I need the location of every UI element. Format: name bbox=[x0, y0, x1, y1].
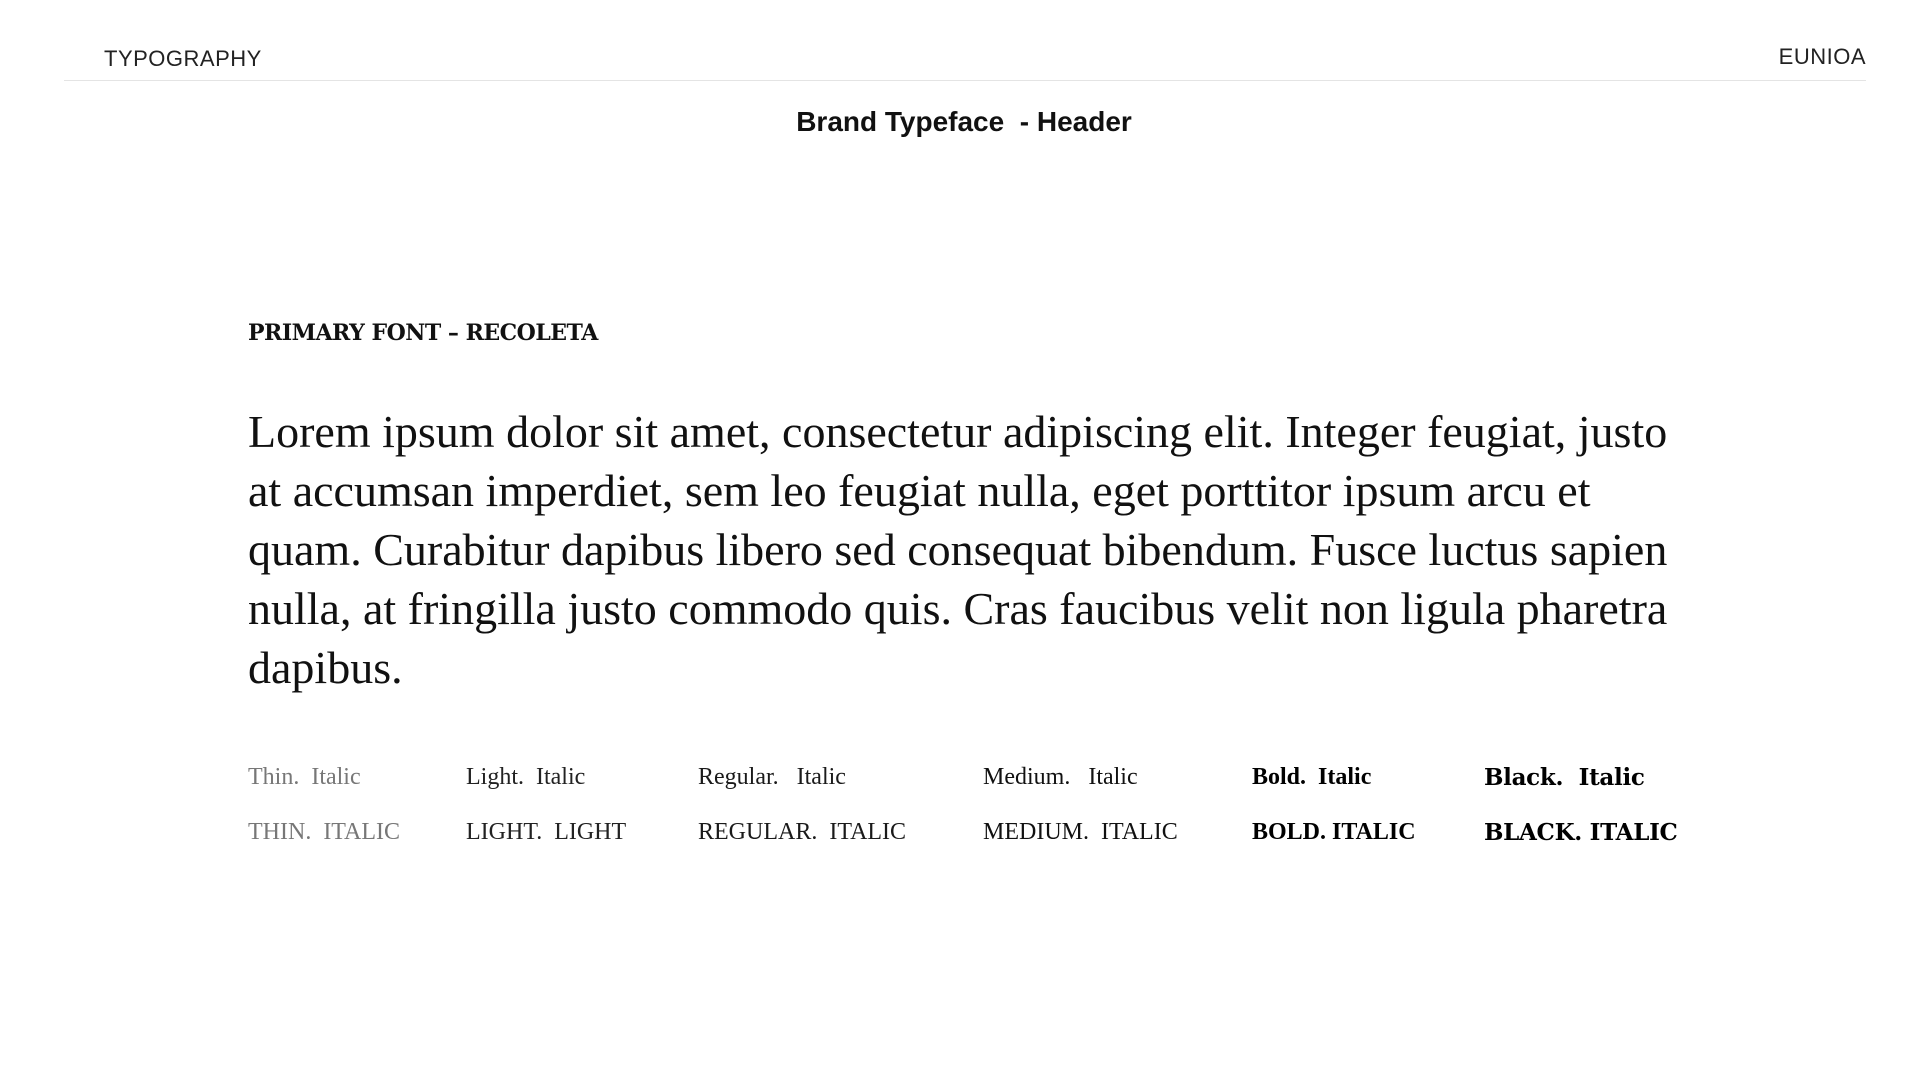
weight-regular-italic: Regular. Italic bbox=[698, 764, 846, 790]
weight-black-italic: Black. Italic bbox=[1484, 764, 1645, 791]
weight-bold-italic: Bold. Italic bbox=[1252, 764, 1372, 790]
weight-thin-italic: Thin. Italic bbox=[248, 764, 361, 790]
primary-font-heading: PRIMARY FONT – RECOLETA bbox=[248, 320, 598, 346]
weight-thin-caps: THIN. ITALIC bbox=[248, 819, 401, 845]
weight-regular-caps: REGULAR. ITALIC bbox=[698, 819, 907, 845]
page-title: Brand Typeface - Header bbox=[796, 106, 1132, 137]
weight-specimens bbox=[248, 764, 1708, 864]
section-label: TYPOGRAPHY bbox=[104, 46, 262, 71]
weight-medium-caps: MEDIUM. ITALIC bbox=[983, 819, 1178, 845]
weight-light-caps: LIGHT. LIGHT bbox=[466, 819, 627, 845]
weight-bold-caps: BOLD. ITALIC bbox=[1252, 819, 1416, 845]
sample-paragraph: Lorem ipsum dolor sit amet, consectetur adipiscing elit. Integer feugiat, justo at accumsan imperdiet, sem leo feugiat nulla, eget porttitor ipsum arcu et quam. Curabitur dapibus libero sed consequat bibendum. Fusce luctus sapien nulla, at fringilla justo commodo quis. Cras faucibus velit non ligula pharetra dapibus. bbox=[248, 406, 1668, 693]
weight-medium-italic: Medium. Italic bbox=[983, 764, 1138, 790]
weight-light-italic: Light. Italic bbox=[466, 764, 586, 790]
top-bar bbox=[64, 40, 1866, 81]
weight-black-caps: BLACK. ITALIC bbox=[1484, 819, 1678, 846]
brand-name: EUNIOA bbox=[1778, 44, 1866, 69]
